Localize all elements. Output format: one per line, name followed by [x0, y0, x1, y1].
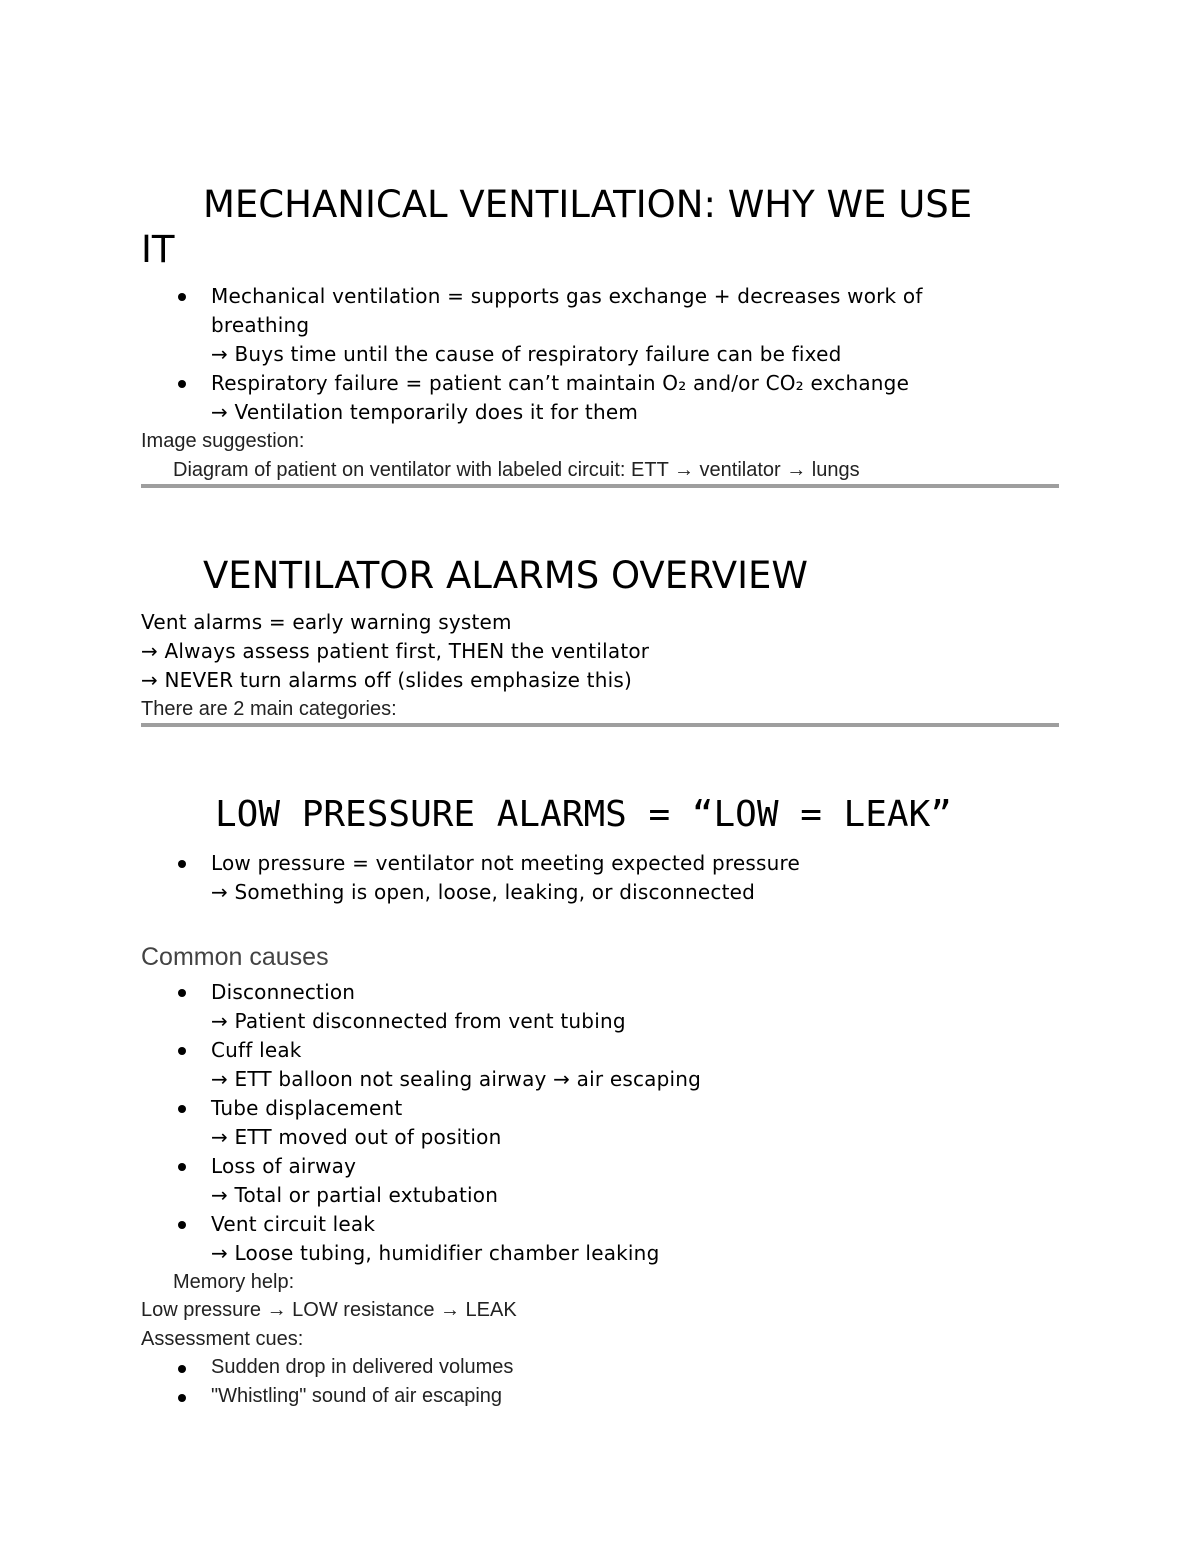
list-item-arrow-note: → Ventilation temporarily does it for them: [211, 400, 639, 424]
bullet-icon: [178, 1365, 186, 1373]
bullet-icon: [178, 380, 186, 388]
cause-name: Disconnection: [211, 980, 356, 1004]
cause-detail: → Total or partial extubation: [211, 1183, 499, 1207]
overview-line: → NEVER turn alarms off (slides emphasize this): [141, 668, 632, 692]
bullet-icon: [178, 860, 186, 868]
image-suggestion-label: Image suggestion:: [141, 430, 305, 452]
assessment-cue: "Whistling" sound of air escaping: [211, 1385, 503, 1407]
section-title-ventilator-alarms: VENTILATOR ALARMS OVERVIEW: [203, 554, 808, 597]
section-title-continuation: IT: [141, 228, 175, 271]
assessment-cues-label: Assessment cues:: [141, 1328, 304, 1350]
section-divider: [141, 484, 1059, 488]
cause-name: Loss of airway: [211, 1154, 357, 1178]
categories-line: There are 2 main categories:: [141, 698, 397, 720]
bullet-icon: [178, 1047, 186, 1055]
image-suggestion-text: Diagram of patient on ventilator with labeled circuit: ETT → ventilator → lungs: [173, 459, 860, 481]
bullet-icon: [178, 293, 186, 301]
overview-line: → Always assess patient first, THEN the ventilator: [141, 639, 650, 663]
list-item-text: Mechanical ventilation = supports gas exchange + decreases work of: [211, 284, 923, 308]
bullet-icon: [178, 989, 186, 997]
bullet-icon: [178, 1221, 186, 1229]
cause-name: Tube displacement: [211, 1096, 403, 1120]
list-item-arrow-note: → Something is open, loose, leaking, or disconnected: [211, 880, 756, 904]
assessment-cue: Sudden drop in delivered volumes: [211, 1356, 514, 1378]
section-divider: [141, 723, 1059, 727]
section-title-low-pressure-alarms: LOW PRESSURE ALARMS = “LOW = LEAK”: [215, 794, 952, 835]
list-item-text: Respiratory failure = patient can’t maintain O₂ and/or CO₂ exchange: [211, 371, 910, 395]
list-item-text: Low pressure = ventilator not meeting expected pressure: [211, 851, 800, 875]
cause-name: Cuff leak: [211, 1038, 302, 1062]
bullet-icon: [178, 1394, 186, 1402]
overview-line: Vent alarms = early warning system: [141, 610, 512, 634]
list-item-text-continued: breathing: [211, 313, 310, 337]
memory-help-label: Memory help:: [173, 1271, 295, 1293]
cause-name: Vent circuit leak: [211, 1212, 376, 1236]
cause-detail: → ETT moved out of position: [211, 1125, 502, 1149]
bullet-icon: [178, 1163, 186, 1171]
memory-help-text: Low pressure → LOW resistance → LEAK: [141, 1299, 517, 1321]
section-title-mechanical-ventilation: MECHANICAL VENTILATION: WHY WE USE: [203, 183, 973, 226]
bullet-icon: [178, 1105, 186, 1113]
cause-detail: → Loose tubing, humidifier chamber leaking: [211, 1241, 660, 1265]
cause-detail: → Patient disconnected from vent tubing: [211, 1009, 626, 1033]
cause-detail: → ETT balloon not sealing airway → air escaping: [211, 1067, 702, 1091]
common-causes-heading: Common causes: [141, 943, 329, 971]
list-item-arrow-note: → Buys time until the cause of respiratory failure can be fixed: [211, 342, 842, 366]
